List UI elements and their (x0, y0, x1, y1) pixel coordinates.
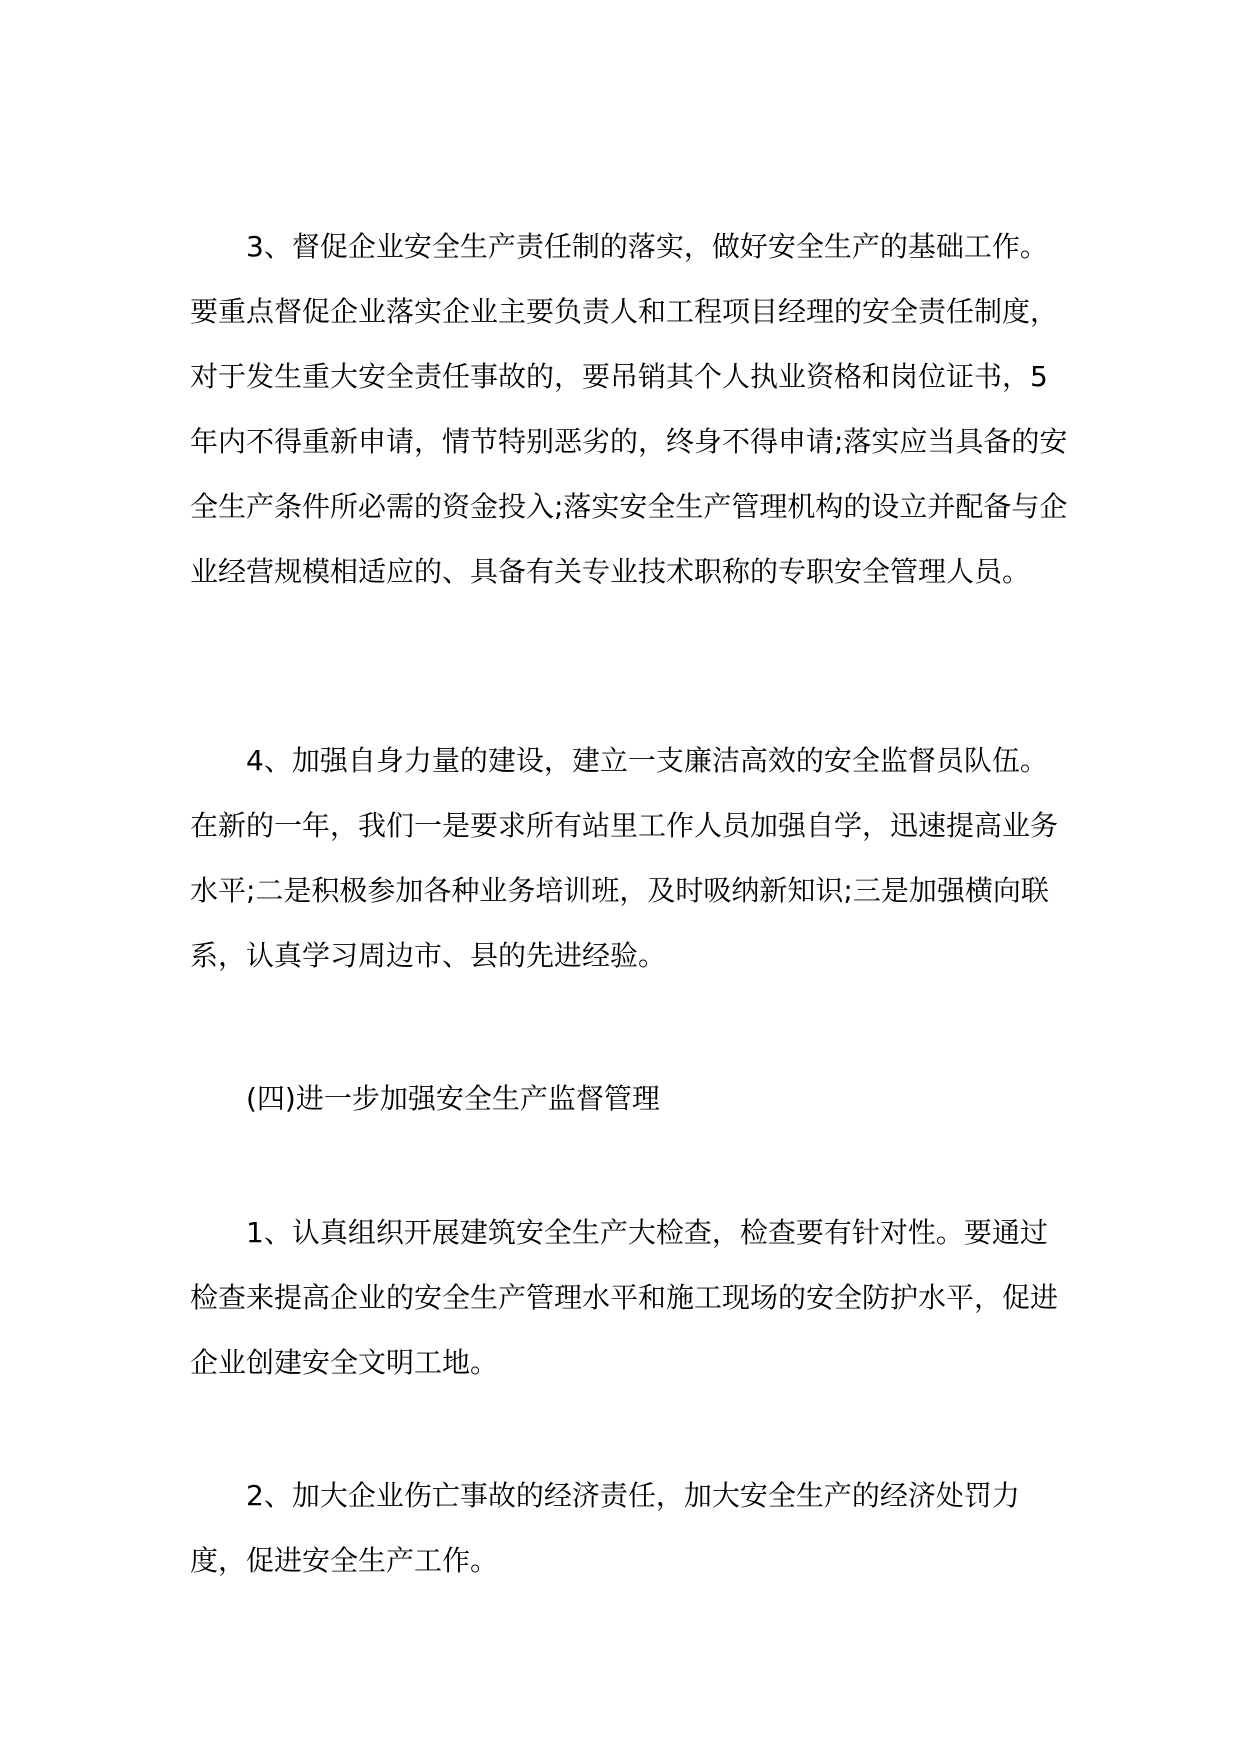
paragraph-item-1-inspection: 1、认真组织开展建筑安全生产大检查，检查要有针对性。要通过检查来提高企业的安全生产管理水平和施工现场的安全防护水平，促进企业创建安全文明工地。 (190, 1216, 1059, 1379)
paragraph-item-3-responsibility: 3、督促企业安全生产责任制的落实，做好安全生产的基础工作。要重点督促企业落实企业主要负责人和工程项目经理的安全责任制度，对于发生重大安全责任事故的，要吊销其个人执业资格和岗位证书，5年内不得重新申请，情节特别恶劣的，终身不得申请;落实应当具备的安全生产条件所必需的资金投入;落实安全生产管理机构的设立并配备与企业经营规模相适应的、具备有关专业技术职称的专职安全管理人员。 (190, 230, 1068, 588)
paragraph-item-4-team-building: 4、加强自身力量的建设，建立一支廉洁高效的安全监督员队伍。在新的一年，我们一是要求所有站里工作人员加强自学，迅速提高业务水平;二是积极参加各种业务培训班，及时吸纳新知识;三是加强横向联系，认真学习周边市、县的先进经验。 (190, 744, 1059, 972)
paragraph-item-2-penalties: 2、加大企业伤亡事故的经济责任，加大安全生产的经济处罚力度，促进安全生产工作。 (190, 1479, 1020, 1577)
section-heading-4: (四)进一步加强安全生产监督管理 (246, 1082, 660, 1115)
